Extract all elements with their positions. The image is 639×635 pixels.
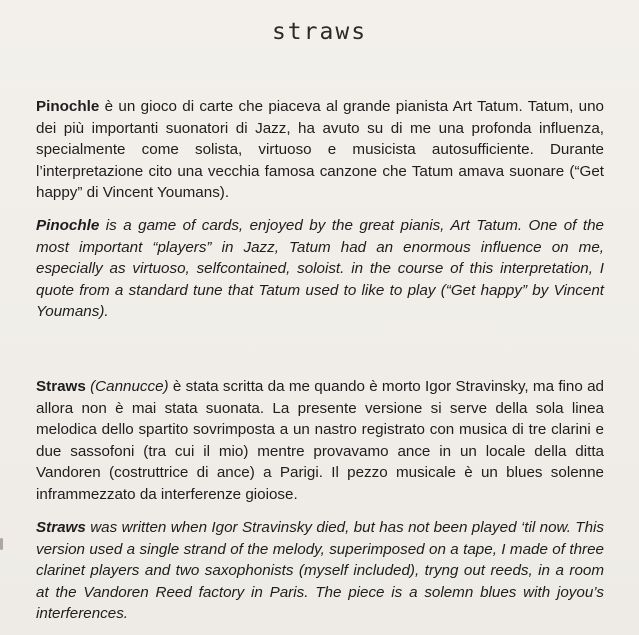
paragraph-pinochle-italian [36,96,604,204]
paragraph-text: è stata scritta da me quando è morto Igor Stravinsky, ma fino ad allora non è mai stata suonata. La presente versione si serve della sola linea melodica dello spartito sovrimposta a un nastro registrato con musica di tre clarini e due sassofoni (tra cui il mio) mentre provavamo ance in un locale della ditta Vandoren (costruttrice di ance) a Parigi. Il pezzo musicale è un blues solenne inframmezzato da interferenze gioiose. [36,378,604,503]
paragraph-lead: Pinochle [36,98,100,115]
page-title: straws [271,19,368,45]
paragraph-text: è un gioco di carte che piaceva al grande pianista Art Tatum. Tatum, uno dei più importanti suonatori di Jazz, ha avuto su di me una profonda influenza, specialmente come solista, virtuoso e musicista autosufficiente. Durante l’interpretazione cito una vecchia famosa canzone che Tatum amava suonare (“Get happy” di Vincent Youmans). [36,98,604,202]
paragraph-straws-english [36,517,604,625]
paragraph-pinochle-english [36,215,604,323]
paragraph-text: is a game of cards, enjoyed by the great pianis, Art Tatum. One of the most important “players” in Jazz, Tatum had an enormous influence on me, especially as virtuoso, selfcontained, soloist. in the course of this interpretation, I quote from a standard tune that Tatum used to like to play (“Get happy” by Vincent Youmans). [36,217,604,321]
paragraph-lead: Straws [36,519,86,536]
paragraph-text: was written when Igor Stravinsky died, but has not been played ‘til now. This version used a single strand of the melody, superimposed on a tape, I made of three clarinet players and two saxophonists (myself included), tryng out reeds, in a room at the Vandoren Reed factory in Paris. The piece is a solemn blues with joyou’s interferences. [36,519,604,623]
paragraph-subtitle: (Cannucce) [90,378,169,395]
paragraph-lead: Pinochle [36,217,100,234]
margin-mark [0,538,3,550]
paragraph-straws-italian [36,376,604,506]
paragraph-lead: Straws [36,378,86,395]
